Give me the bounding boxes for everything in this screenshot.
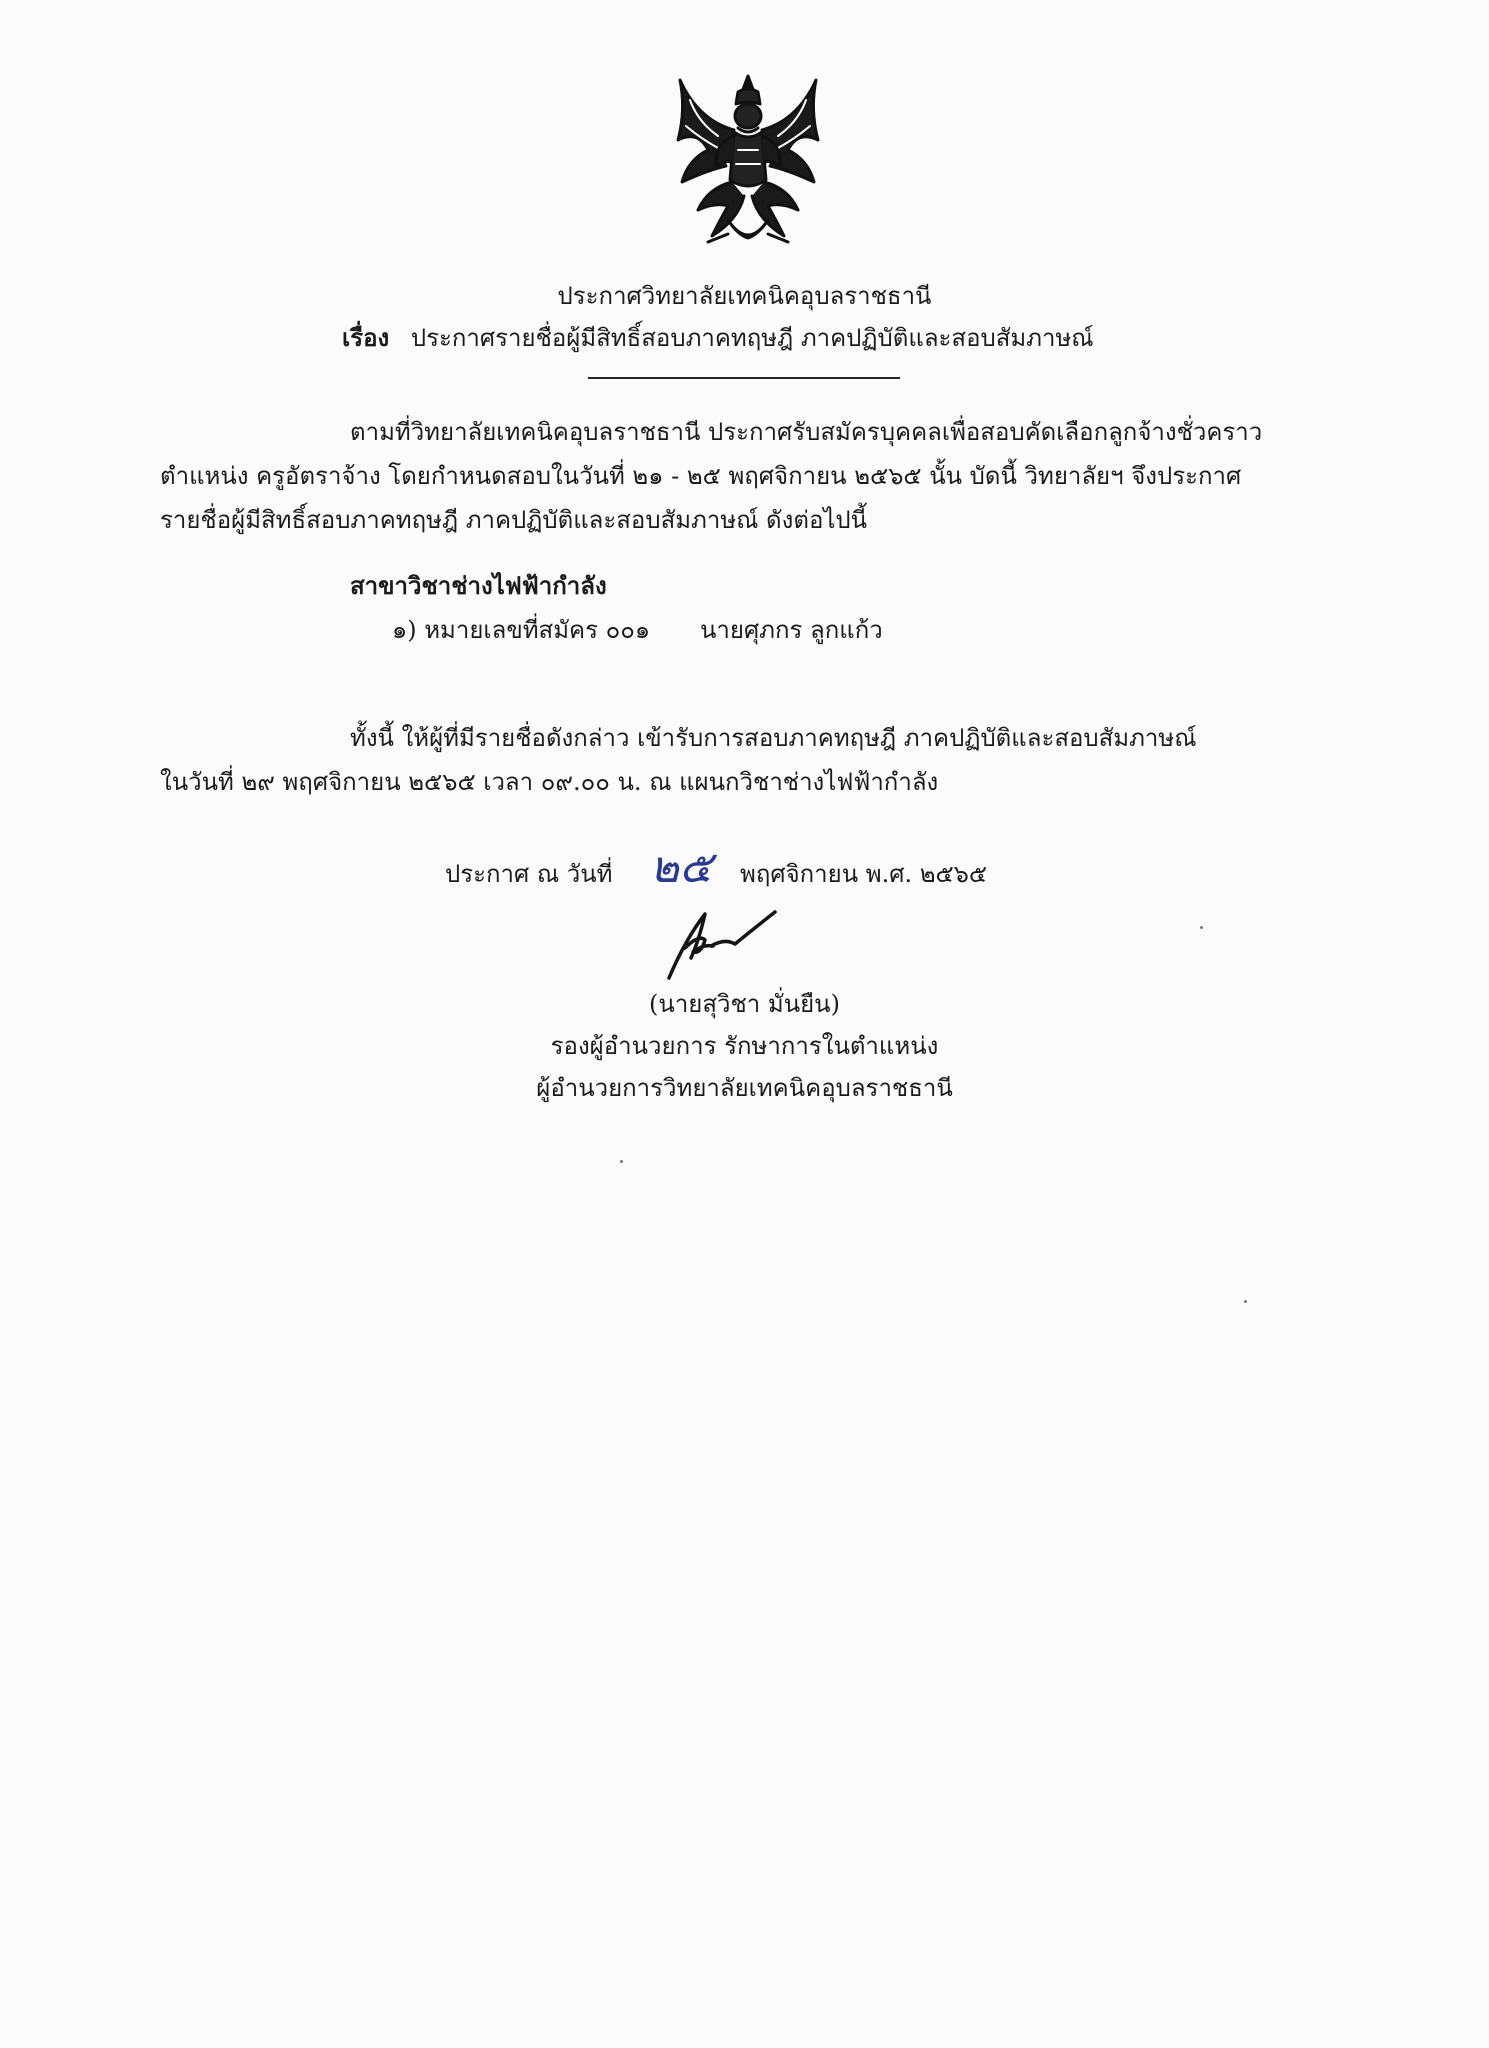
paragraph-1-line-1: ตามที่วิทยาลัยเทคนิคอุบลราชธานี ประกาศรับสมัครบุคคลเพื่อสอบคัดเลือกลูกจ้างชั่วคราว xyxy=(350,418,1263,446)
handwritten-signature-icon xyxy=(655,900,795,990)
signatory-position-line-1: รองผู้อำนวยการ รักษาการในตำแหน่ง xyxy=(550,1032,939,1060)
scan-speck xyxy=(1244,1300,1247,1303)
scan-speck xyxy=(620,1160,623,1163)
announcement-prefix: ประกาศ ณ วันที่ xyxy=(445,860,613,888)
title-divider xyxy=(588,377,900,379)
announcement-day-handwritten: ๒๕ xyxy=(650,842,713,893)
paragraph-1-line-3: รายชื่อผู้มีสิทธิ์สอบภาคทฤษฎี ภาคปฏิบัติและสอบสัมภาษณ์ ดังต่อไปนี้ xyxy=(160,506,868,534)
announcement-suffix: พฤศจิกายน พ.ศ. ๒๕๖๕ xyxy=(740,860,988,888)
subject-text: ประกาศรายชื่อผู้มีสิทธิ์สอบภาคทฤษฎี ภาคปฏิบัติและสอบสัมภาษณ์ xyxy=(410,324,1094,352)
paragraph-2-line-1: ทั้งนี้ ให้ผู้ที่มีรายชื่อดังกล่าว เข้ารับการสอบภาคทฤษฎี ภาคปฏิบัติและสอบสัมภาษณ์ xyxy=(350,724,1197,752)
candidate-item-number: ๑) หมายเลขที่สมัคร ๐๐๑ xyxy=(392,616,651,644)
subject-label: เรื่อง xyxy=(342,323,390,352)
paragraph-2-line-2: ในวันที่ ๒๙ พฤศจิกายน ๒๕๖๕ เวลา ๐๙.๐๐ น. ณ แผนกวิชาช่างไฟฟ้ากำลัง xyxy=(160,768,939,796)
candidate-name: นายศุภกร ลูกแก้ว xyxy=(700,616,883,644)
scan-speck xyxy=(1200,926,1203,929)
department-heading: สาขาวิชาช่างไฟฟ้ากำลัง xyxy=(350,571,607,600)
garuda-emblem-icon xyxy=(668,70,828,255)
signatory-position-line-2: ผู้อำนวยการวิทยาลัยเทคนิคอุบลราชธานี xyxy=(536,1074,953,1102)
signatory-name: (นายสุวิชา มั่นยืน) xyxy=(649,990,840,1018)
document-title: ประกาศวิทยาลัยเทคนิคอุบลราชธานี xyxy=(557,282,932,310)
subject-line xyxy=(342,322,1094,354)
paragraph-1-line-2: ตำแหน่ง ครูอัตราจ้าง โดยกำหนดสอบในวันที่ ๒๑ - ๒๕ พฤศจิกายน ๒๕๖๕ นั้น บัดนี้ วิทยาลัยฯ จึงประกาศ xyxy=(160,462,1242,490)
